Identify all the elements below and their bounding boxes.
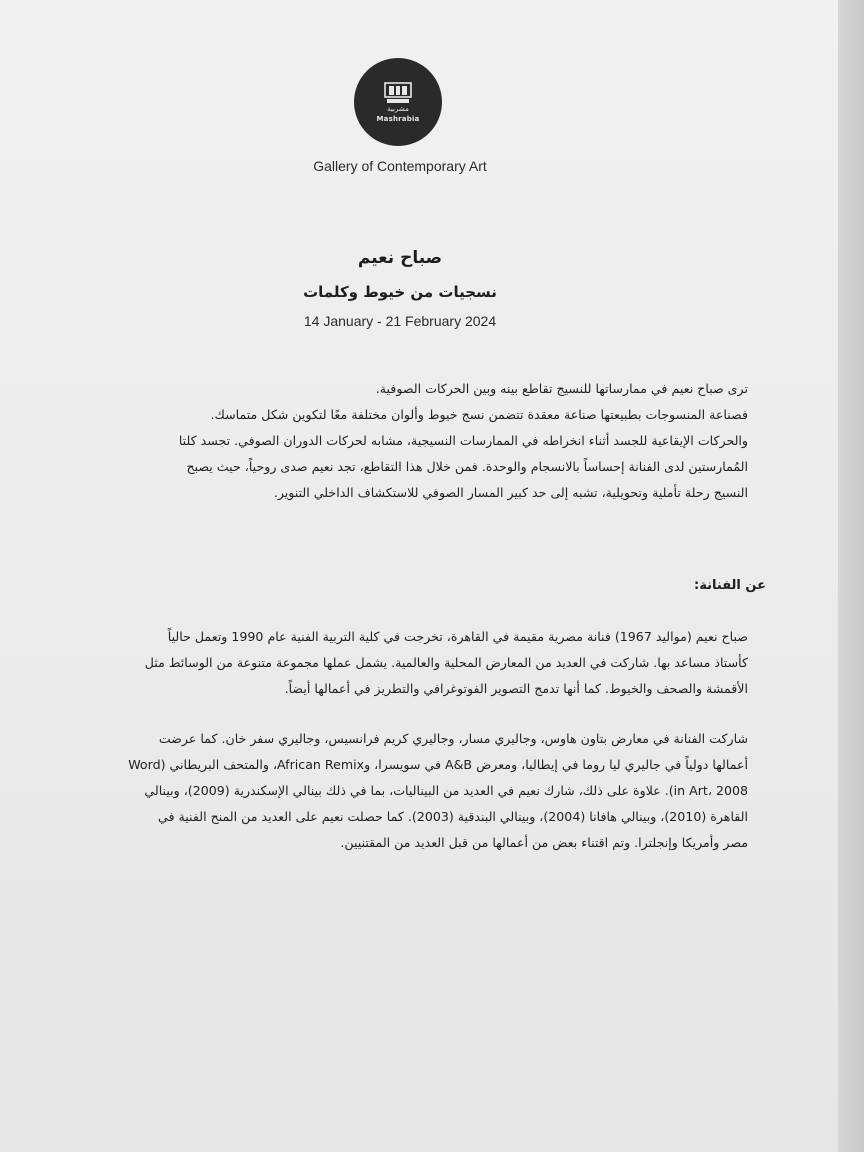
intro-line: ترى صباح نعيم في ممارساتها للنسيج تقاطع بينه وبين الحركات الصوفية. — [375, 381, 748, 396]
bio-paragraph-2 — [96, 726, 748, 856]
intro-line: فصناعة المنسوجات بطبيعتها صناعة معقدة تتضمن نسج خيوط وألوان مختلفة معًا لتكوين شكل متماسك. — [210, 407, 748, 422]
logo-text: Mashrabia — [376, 115, 420, 123]
exhibition-dates: 14 January - 21 February 2024 — [303, 313, 497, 329]
logo-arabic: مشربية — [387, 105, 409, 113]
mashrabia-logo — [354, 58, 442, 146]
bio-line: أعمالها دولياً في جاليري ليا روما في إيطاليا، ومعرض A&B في سويسرا، وAfrican Remix، والمتحف البريطاني (Word — [128, 757, 748, 772]
gallery-name: Gallery of Contemporary Art — [313, 158, 487, 174]
intro-paragraph — [96, 376, 748, 506]
bio-line: شاركت الفنانة في معارض بتاون هاوس، وجاليري مسار، وجاليري كريم فرانسيس، وجاليري سفر خان. كما عرضت — [158, 731, 748, 746]
page-edge-shadow — [838, 0, 864, 1152]
bio-paragraph-1 — [96, 624, 748, 702]
about-heading: عن الفنانة: — [694, 578, 766, 593]
artist-name: صباح نعيم — [357, 248, 443, 268]
mashrabia-window-icon — [383, 81, 413, 105]
bio-line: القاهرة (2010)، وبينالي هافانا (2004)، وبينالي البندقية (2003). كما حصلت نعيم على العديد من المنح الفنية في — [157, 809, 748, 824]
intro-line: والحركات الإيقاعية للجسد أثناء انخراطه في الممارسات النسيجية، مشابه لحركات الدوران الصوفي. تجسد كلتا — [178, 433, 748, 448]
bio-line: الأقمشة والصحف والخيوط. كما أنها تدمج التصوير الفوتوغرافي والتطريز في أعمالها أيضاً. — [284, 681, 748, 696]
bio-line: كأستاذ مساعد بها. شاركت في العديد من المعارض المحلية والعالمية. يشمل عملها مجموعة متنوعة من الوسائط مثل — [144, 655, 748, 670]
intro-line: المُمارستين لدى الفنانة إحساساً بالانسجام والوحدة. فمن خلال هذا التقاطع، تجد نعيم صدى روحياً، حيث يصبح — [186, 459, 748, 474]
intro-line: النسيج رحلة تأملية وتحويلية، تشبه إلى حد كبير المسار الصوفي للاستكشاف الداخلي التنوير. — [273, 485, 748, 500]
bio-line: مصر وأمريكا وإنجلترا. وتم اقتناء بعض من أعمالها من قبل العديد من المقتنيين. — [340, 835, 748, 850]
exhibition-title: نسجيات من خيوط وكلمات — [303, 283, 497, 301]
bio-line: in Art، 2008). علاوة على ذلك، شارك نعيم في العديد من البيناليات، بما في ذلك بينالي الإسكندرية (2009)، وبينالي — [144, 783, 748, 798]
bio-line: صباح نعيم (مواليد 1967) فنانة مصرية مقيمة في القاهرة، تخرجت في كلية التربية الفنية عام 1990 وتعمل حالياً — [167, 629, 748, 644]
